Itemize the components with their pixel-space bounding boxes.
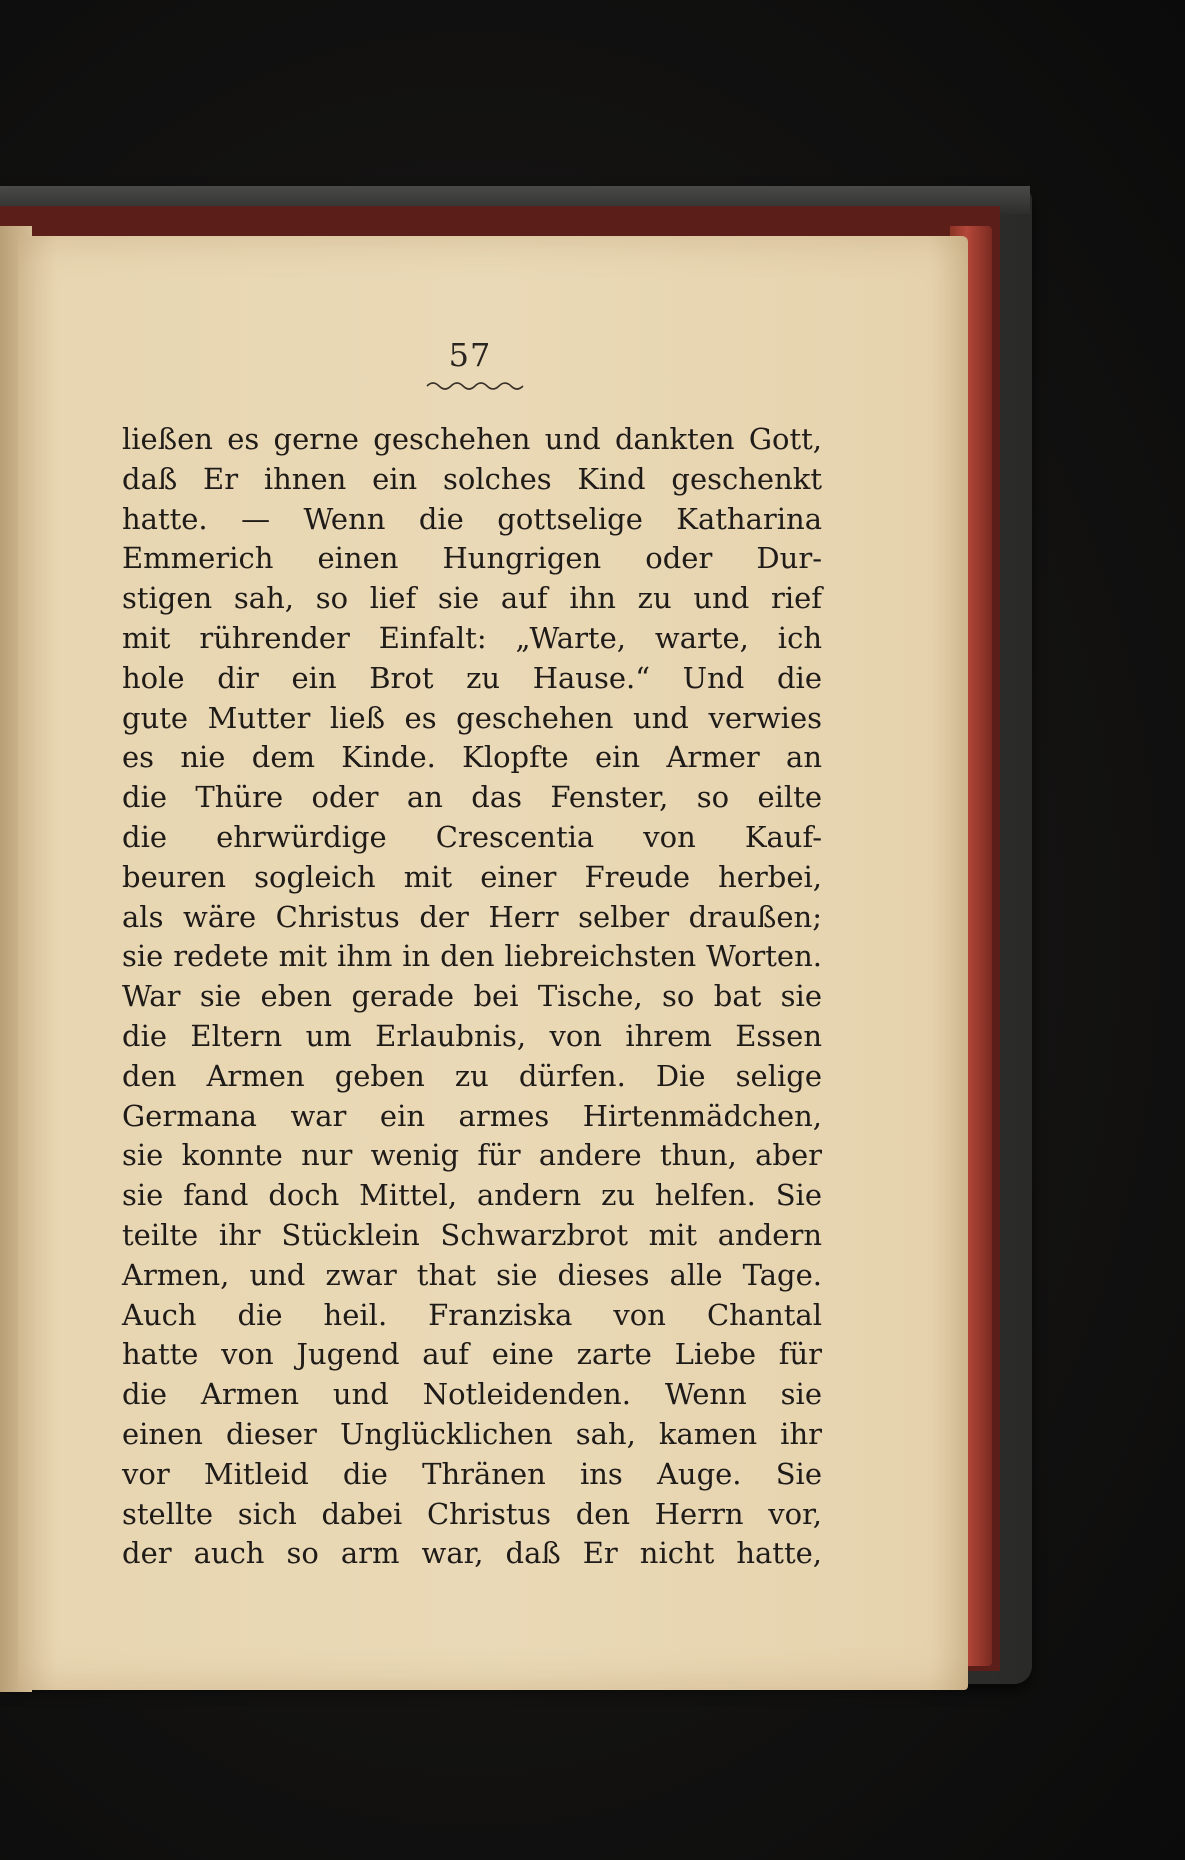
text-line: beuren sogleich mit einer Freude herbei,	[122, 859, 822, 894]
text-line: Auch die heil. Franziska von Chantal	[122, 1297, 822, 1332]
text-line: den Armen geben zu dürfen. Die selige	[122, 1058, 822, 1093]
text-line: die Eltern um Erlaubnis, von ihrem Essen	[122, 1018, 822, 1053]
text-line: gute Mutter ließ es geschehen und verwies	[122, 700, 822, 735]
text-line: Armen, und zwar that sie dieses alle Tage.	[122, 1257, 822, 1292]
text-line: sie konnte nur wenig für andere thun, aber	[122, 1138, 822, 1173]
text-line: hatte. — Wenn die gottselige Katharina	[122, 501, 822, 536]
text-line: teilte ihr Stücklein Schwarzbrot mit andern	[122, 1217, 822, 1252]
text-line: als wäre Christus der Herr selber draußen;	[122, 899, 822, 934]
wavy-rule-ornament	[425, 378, 525, 392]
text-line: daß Er ihnen ein solches Kind geschenkt	[122, 461, 822, 496]
text-line: mit rührender Einfalt: „Warte, warte, ich	[122, 620, 822, 655]
text-line: die Armen und Notleidenden. Wenn sie	[122, 1377, 822, 1412]
text-line: sie fand doch Mittel, andern zu helfen. Sie	[122, 1178, 822, 1213]
text-line: die Thüre oder an das Fenster, so eilte	[122, 780, 822, 815]
text-line: hole dir ein Brot zu Hause.“ Und die	[122, 660, 822, 695]
body-text	[122, 420, 822, 1574]
text-line: Germana war ein armes Hirtenmädchen,	[122, 1098, 822, 1133]
text-line: einen dieser Unglücklichen sah, kamen ihr	[122, 1416, 822, 1451]
text-line: es nie dem Kinde. Klopfte ein Armer an	[122, 740, 822, 775]
text-line: vor Mitleid die Thränen ins Auge. Sie	[122, 1456, 822, 1491]
text-line: die ehrwürdige Crescentia von Kauf-	[122, 819, 822, 854]
text-line: ließen es gerne geschehen und dankten Gott,	[122, 422, 822, 456]
page-number: 57	[448, 336, 492, 374]
text-line: stellte sich dabei Christus den Herrn vor,	[122, 1496, 822, 1531]
text-line: sie redete mit ihm in den liebreichsten Worten.	[122, 939, 822, 974]
text-line: War sie eben gerade bei Tische, so bat sie	[122, 979, 822, 1014]
text-line: der auch so arm war, daß Er nicht hatte,	[122, 1536, 822, 1571]
text-line: Emmerich einen Hungrigen oder Dur-	[122, 541, 822, 576]
text-line: hatte von Jugend auf eine zarte Liebe für	[122, 1337, 822, 1372]
text-line: stigen sah, so lief sie auf ihn zu und rief	[122, 581, 822, 616]
